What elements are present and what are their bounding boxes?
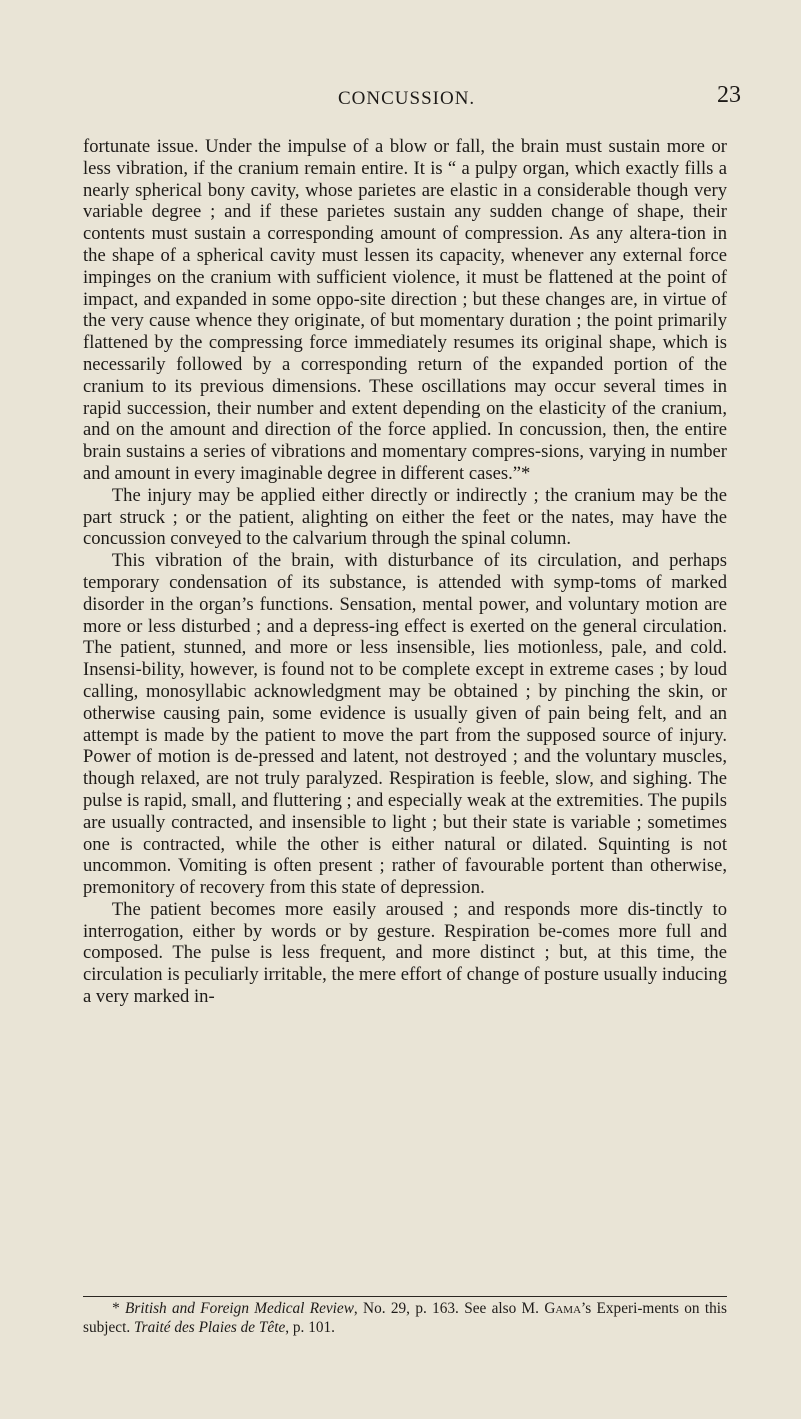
paragraph-2: The injury may be applied either directly or indirectly ; the cranium may be the part struck ; or the patient, alighting on either the feet or the nates, may have the concussion conveyed to the calvarium through the spinal column. (83, 484, 727, 550)
running-head (0, 82, 801, 118)
footnote-rule (83, 1296, 727, 1297)
footnote-source-ref: , No. 29, p. 163. See also M. (353, 1300, 545, 1317)
footnote-source-title: British and Foreign Medical Review (125, 1300, 354, 1317)
footnote-author: Gama (544, 1300, 582, 1317)
body-text (83, 136, 727, 1008)
footnote-work-title: Traité des Plaies de Tête (133, 1318, 286, 1336)
paragraph-4: The patient becomes more easily aroused ; and responds more dis-tinctly to interrogation, either by words or by gesture. Respiration be-comes more full and composed. The pulse is less frequent, and more distinct ; but, at this time, the circulation is peculiarly irritable, the mere effort of change of posture usually inducing a very marked in- (83, 898, 727, 1008)
footnote-after-author: ’s Experi-ments on this subject. (83, 1300, 727, 1336)
footnote (83, 1300, 727, 1337)
paragraph-3: This vibration of the brain, with disturbance of its circulation, and perhaps temporary condensation of its substance, is attended with symp-toms of marked disorder in the organ’s functions. Sensation, mental power, and voluntary motion are more or less disturbed ; and a depress-ing effect is exerted on the general circulation. The patient, stunned, and more or less insensible, lies motionless, pale, and cold. Insensi-bility, however, is found not to be complete except in extreme cases ; by loud calling, monosyllabic acknowledgment may be obtained ; by pinching the skin, or otherwise causing pain, some evidence is usually given of pain being felt, and an attempt is made by the patient to move the part from the supposed source of injury. Power of motion is de-pressed and latent, not destroyed ; and the voluntary muscles, though relaxed, are not truly paralyzed. Respiration is feeble, slow, and sighing. The pulse is rapid, small, and fluttering ; and especially weak at the extremities. The pupils are usually contracted, and insensible to light ; but their state is variable ; sometimes one is contracted, while the other is either natural or dilated. Squinting is not uncommon. Vomiting is often present ; rather of favourable portent than otherwise, premonitory of recovery from this state of depression. (83, 550, 727, 899)
paragraph-1: fortunate issue. Under the impulse of a blow or fall, the brain must sustain more or less vibration, if the cranium remain entire. It is “ a pulpy organ, which exactly fills a nearly spherical bony cavity, whose parietes are elastic in a considerable though very variable degree ; and if these parietes sustain any sudden change of shape, their contents must sustain a corresponding amount of compression. As any altera-tion in the shape of a spherical cavity must lessen its capacity, whenever any external force impinges on the cranium with sufficient violence, it must be flattened at the point of impact, and expanded in some oppo-site direction ; but these changes are, in virtue of the very cause whence they originate, of but momentary duration ; the point primarily flattened by the compressing force immediately resumes its original shape, which is necessarily followed by a corresponding return of the expanded portion of the cranium to its previous dimensions. These oscillations may occur several times in rapid succession, their number and extent depending on the elasticity of the cranium, and on the amount and direction of the force applied. In concussion, then, the entire brain sustains a series of vibrations and momentary compres-sions, varying in number and amount in every imaginable degree in different cases.”* (83, 136, 727, 484)
page-number: 23 (717, 82, 741, 108)
footnote-marker: * (112, 1300, 126, 1317)
running-head-title: CONCUSSION. (338, 88, 476, 109)
footnote-page-ref: , p. 101. (285, 1318, 335, 1336)
